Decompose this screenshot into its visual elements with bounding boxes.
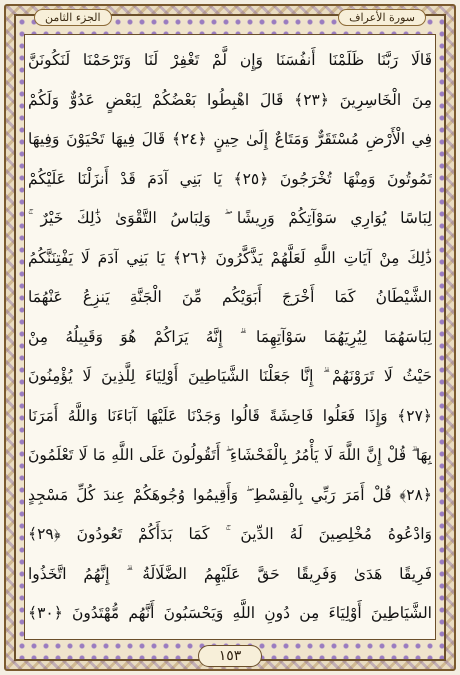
text-line: لِبَاسَهُمَا لِيُرِيَهُمَا سَوْآتِهِمَا ۗ إِنَّهُ يَرَاكُمْ هُوَ وَقَبِيلُهُ مِنْ <box>28 327 432 346</box>
page-header <box>26 4 434 30</box>
text-line: قَالَا رَبَّنَا ظَلَمْنَا أَنفُسَنَا وَإِن لَّمْ تَغْفِرْ لَنَا وَتَرْحَمْنَا لَنَكُونَنَّ <box>28 51 432 69</box>
juz-label: الجزء الثامن <box>34 9 112 26</box>
text-line: ﴿٢٨﴾ قُلْ أَمَرَ رَبِّي بِالْقِسْطِ ۖ وَأَقِيمُوا وُجُوهَكُمْ عِندَ كُلِّ مَسْجِدٍ <box>28 485 432 504</box>
page-number-badge: ١٥٣ <box>198 645 262 667</box>
text-line: الشَّيْطَانُ كَمَا أَخْرَجَ أَبَوَيْكُم مِّنَ الْجَنَّةِ يَنزِعُ عَنْهُمَا <box>28 288 432 306</box>
text-line: بِهَا ۗ قُلْ إِنَّ اللَّهَ لَا يَأْمُرُ بِالْفَحْشَاءِ ۖ أَتَقُولُونَ عَلَى اللَّهِ مَا لَا تَعْلَمُونَ <box>28 446 432 464</box>
text-line: وَادْعُوهُ مُخْلِصِينَ لَهُ الدِّينَ ۚ كَمَا بَدَأَكُمْ تَعُودُونَ ﴿٢٩﴾ <box>28 525 432 543</box>
text-line: تَمُوتُونَ وَمِنْهَا تُخْرَجُونَ ﴿٢٥﴾ يَا بَنِي آدَمَ قَدْ أَنزَلْنَا عَلَيْكُمْ <box>28 169 432 188</box>
text-line: فِي الْأَرْضِ مُسْتَقَرٌّ وَمَتَاعٌ إِلَىٰ حِينٍ ﴿٢٤﴾ قَالَ فِيهَا تَحْيَوْنَ وَفِيهَا <box>28 130 432 148</box>
text-line: ذَٰلِكَ مِنْ آيَاتِ اللَّهِ لَعَلَّهُمْ يَذَّكَّرُونَ ﴿٢٦﴾ يَا بَنِي آدَمَ لَا يَفْتِنَنَّكُمُ <box>28 248 432 267</box>
verse-lines <box>28 40 432 636</box>
text-line: لِبَاسًا يُوَارِي سَوْآتِكُمْ وَرِيشًا ۖ وَلِبَاسُ التَّقْوَىٰ ذَٰلِكَ خَيْرٌ ۚ <box>28 209 432 227</box>
surah-label: سورة الأعراف <box>338 9 426 26</box>
text-line: ﴿٢٧﴾ وَإِذَا فَعَلُوا فَاحِشَةً قَالُوا وَجَدْنَا عَلَيْهَا آبَاءَنَا وَاللَّهُ أَمَرَنَا <box>28 406 432 425</box>
text-line: حَيْثُ لَا تَرَوْنَهُمْ ۗ إِنَّا جَعَلْنَا الشَّيَاطِينَ أَوْلِيَاءَ لِلَّذِينَ لَا يُؤْمِنُونَ <box>28 367 432 385</box>
text-line: فَرِيقًا هَدَىٰ وَفَرِيقًا حَقَّ عَلَيْهِمُ الضَّلَالَةُ ۗ إِنَّهُمُ اتَّخَذُوا <box>28 564 432 583</box>
text-line: مِنَ الْخَاسِرِينَ ﴿٢٣﴾ قَالَ اهْبِطُوا بَعْضُكُمْ لِبَعْضٍ عَدُوٌّ وَلَكُمْ <box>28 90 432 109</box>
text-line: الشَّيَاطِينَ أَوْلِيَاءَ مِن دُونِ اللَّهِ وَيَحْسَبُونَ أَنَّهُم مُّهْتَدُونَ ﴿٣٠﴾ <box>28 604 432 622</box>
